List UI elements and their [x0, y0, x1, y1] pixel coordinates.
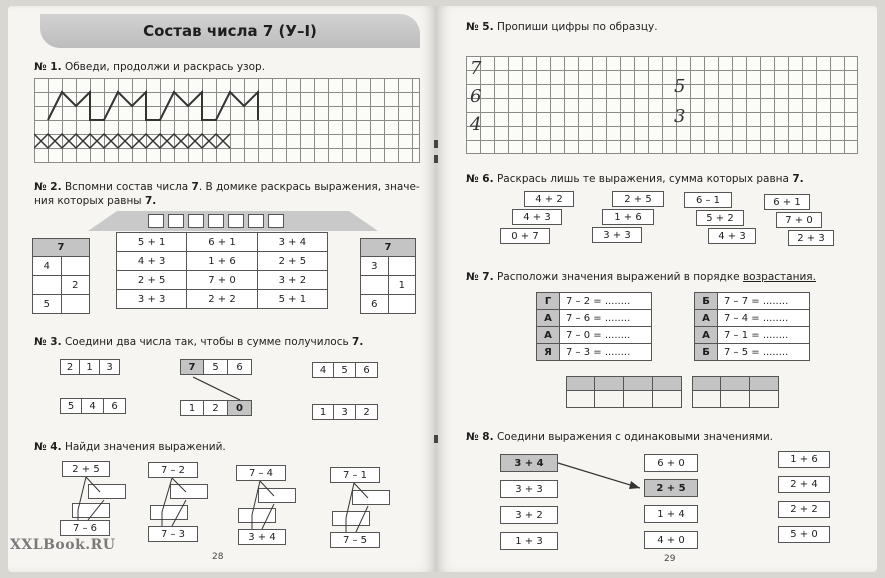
- chain-operator-expr: 3 + 4: [238, 529, 286, 545]
- task1-heading: № 1. Обведи, продолжи и раскрась узор.: [34, 61, 266, 73]
- number-cell[interactable]: 1: [80, 359, 100, 375]
- number-cell[interactable]: 2: [356, 404, 378, 420]
- chain-start-expr: 7 – 1: [330, 467, 380, 483]
- match-expr[interactable]: 4 + 0: [644, 531, 698, 549]
- expression-card[interactable]: 6 + 1: [764, 194, 810, 210]
- house-expr[interactable]: 3 + 3: [117, 290, 187, 309]
- chain-operator-expr: 7 – 3: [148, 526, 198, 542]
- task5-heading: № 5. Пропиши цифры по образцу.: [466, 21, 658, 33]
- expr-cell[interactable]: 7 – 7 = ........: [718, 292, 810, 310]
- task6-heading: № 6. Раскрась лишь те выражения, сумма которых равна 7.: [466, 173, 804, 185]
- letter-cell: Г: [536, 292, 560, 310]
- connect-line: [558, 463, 640, 488]
- chain-start-expr: 7 – 4: [236, 465, 286, 481]
- page-number-left: 28: [212, 552, 224, 562]
- sample-digit: 4: [470, 114, 482, 135]
- number-cell[interactable]: 5: [334, 362, 356, 378]
- house-expr[interactable]: 4 + 3: [117, 252, 187, 271]
- number-cell[interactable]: 6: [356, 362, 378, 378]
- house-expr[interactable]: 2 + 2: [187, 290, 257, 309]
- match-expr[interactable]: 1 + 3: [500, 532, 558, 550]
- expr-cell[interactable]: 7 – 3 = ........: [560, 343, 652, 361]
- house-expr[interactable]: 3 + 2: [257, 271, 327, 290]
- expression-card[interactable]: 4 + 3: [708, 228, 756, 244]
- number-cell[interactable]: 5: [60, 398, 82, 414]
- composition-table-right: 7 3 1 6: [360, 238, 416, 314]
- sample-digit: 6: [470, 86, 482, 107]
- house-expr[interactable]: 7 + 0: [187, 271, 257, 290]
- letter-cell: Б: [694, 292, 718, 310]
- letter-cell: Я: [536, 343, 560, 361]
- page-title: Состав числа 7 (У–I): [40, 14, 420, 48]
- expression-card[interactable]: 5 + 2: [696, 210, 744, 226]
- task3-heading: № 3. Соедини два числа так, чтобы в сумме получилось 7.: [34, 336, 364, 348]
- match-expr[interactable]: 1 + 4: [644, 505, 698, 523]
- expression-card[interactable]: 7 + 0: [776, 212, 822, 228]
- expression-card[interactable]: 6 – 1: [684, 192, 732, 208]
- sample-digit: 3: [674, 106, 686, 127]
- expr-cell[interactable]: 7 – 0 = ........: [560, 326, 652, 344]
- letter-cell: А: [536, 309, 560, 327]
- expression-card[interactable]: 2 + 5: [612, 191, 664, 207]
- house-expr[interactable]: 5 + 1: [257, 290, 327, 309]
- match-expr[interactable]: 3 + 3: [500, 480, 558, 498]
- expr-cell[interactable]: 7 – 2 = ........: [560, 292, 652, 310]
- page-number-right: 29: [664, 554, 676, 564]
- chain-start-expr: 7 – 2: [148, 462, 198, 478]
- chain-operator-expr: 7 – 5: [330, 532, 380, 548]
- expression-card[interactable]: 4 + 2: [524, 191, 574, 207]
- number-cell[interactable]: 2: [204, 400, 228, 416]
- letter-cell: Б: [694, 343, 718, 361]
- match-expr[interactable]: 2 + 2: [778, 501, 830, 518]
- sample-digit: 7: [470, 58, 482, 79]
- letter-cell: А: [694, 326, 718, 344]
- house-expr[interactable]: 1 + 6: [187, 252, 257, 271]
- expr-cell[interactable]: 7 – 6 = ........: [560, 309, 652, 327]
- number-cell[interactable]: 7: [180, 359, 204, 375]
- number-cell[interactable]: 6: [228, 359, 252, 375]
- chain-operator-expr: 7 – 6: [60, 520, 110, 536]
- match-expr[interactable]: 1 + 6: [778, 451, 830, 468]
- number-cell[interactable]: 0: [228, 400, 252, 416]
- chain-start-expr: 2 + 5: [62, 461, 110, 477]
- composition-table-left: 7 4 2 5: [32, 238, 90, 314]
- house-expr[interactable]: 5 + 1: [117, 233, 187, 252]
- expression-card[interactable]: 3 + 3: [592, 227, 642, 243]
- match-expr[interactable]: 2 + 5: [644, 479, 698, 497]
- expression-card[interactable]: 2 + 3: [788, 230, 834, 246]
- arrow-head-icon: [629, 481, 640, 489]
- number-cell[interactable]: 3: [334, 404, 356, 420]
- expr-cell[interactable]: 7 – 4 = ........: [718, 309, 810, 327]
- letter-cell: А: [536, 326, 560, 344]
- number-cell[interactable]: 1: [180, 400, 204, 416]
- house-expr[interactable]: 2 + 5: [257, 252, 327, 271]
- match-expr[interactable]: 6 + 0: [644, 454, 698, 472]
- match-expr[interactable]: 2 + 4: [778, 476, 830, 493]
- task2-heading: № 2. Вспомни состав числа 7. В домике раскрась выражения, значе- ния которых равны 7.: [34, 181, 420, 207]
- number-cell[interactable]: 1: [312, 404, 334, 420]
- number-cell[interactable]: 2: [60, 359, 80, 375]
- expr-cell[interactable]: 7 – 1 = ........: [718, 326, 810, 344]
- expression-card[interactable]: 4 + 3: [512, 209, 562, 225]
- number-cell[interactable]: 3: [100, 359, 120, 375]
- match-expr[interactable]: 3 + 4: [500, 454, 558, 472]
- letter-cell: А: [694, 309, 718, 327]
- match-expr[interactable]: 3 + 2: [500, 506, 558, 524]
- house-expr[interactable]: 3 + 4: [257, 233, 327, 252]
- expr-cell[interactable]: 7 – 5 = ........: [718, 343, 810, 361]
- match-expr[interactable]: 5 + 0: [778, 526, 830, 543]
- number-cell[interactable]: 5: [204, 359, 228, 375]
- number-cell[interactable]: 4: [312, 362, 334, 378]
- house-expr[interactable]: 2 + 5: [117, 271, 187, 290]
- task7-heading: № 7. Расположи значения выражений в порядке возрастания.: [466, 271, 816, 283]
- sample-digit: 5: [674, 76, 686, 97]
- house-expr[interactable]: 6 + 1: [187, 233, 257, 252]
- task4-heading: № 4. Найди значения выражений.: [34, 441, 226, 453]
- task8-heading: № 8. Соедини выражения с одинаковыми значениями.: [466, 431, 773, 443]
- expression-card[interactable]: 0 + 7: [500, 228, 550, 244]
- expression-card[interactable]: 1 + 6: [602, 209, 654, 225]
- watermark: XXLBook.RU: [10, 537, 116, 553]
- number-cell[interactable]: 6: [104, 398, 126, 414]
- number-cell[interactable]: 4: [82, 398, 104, 414]
